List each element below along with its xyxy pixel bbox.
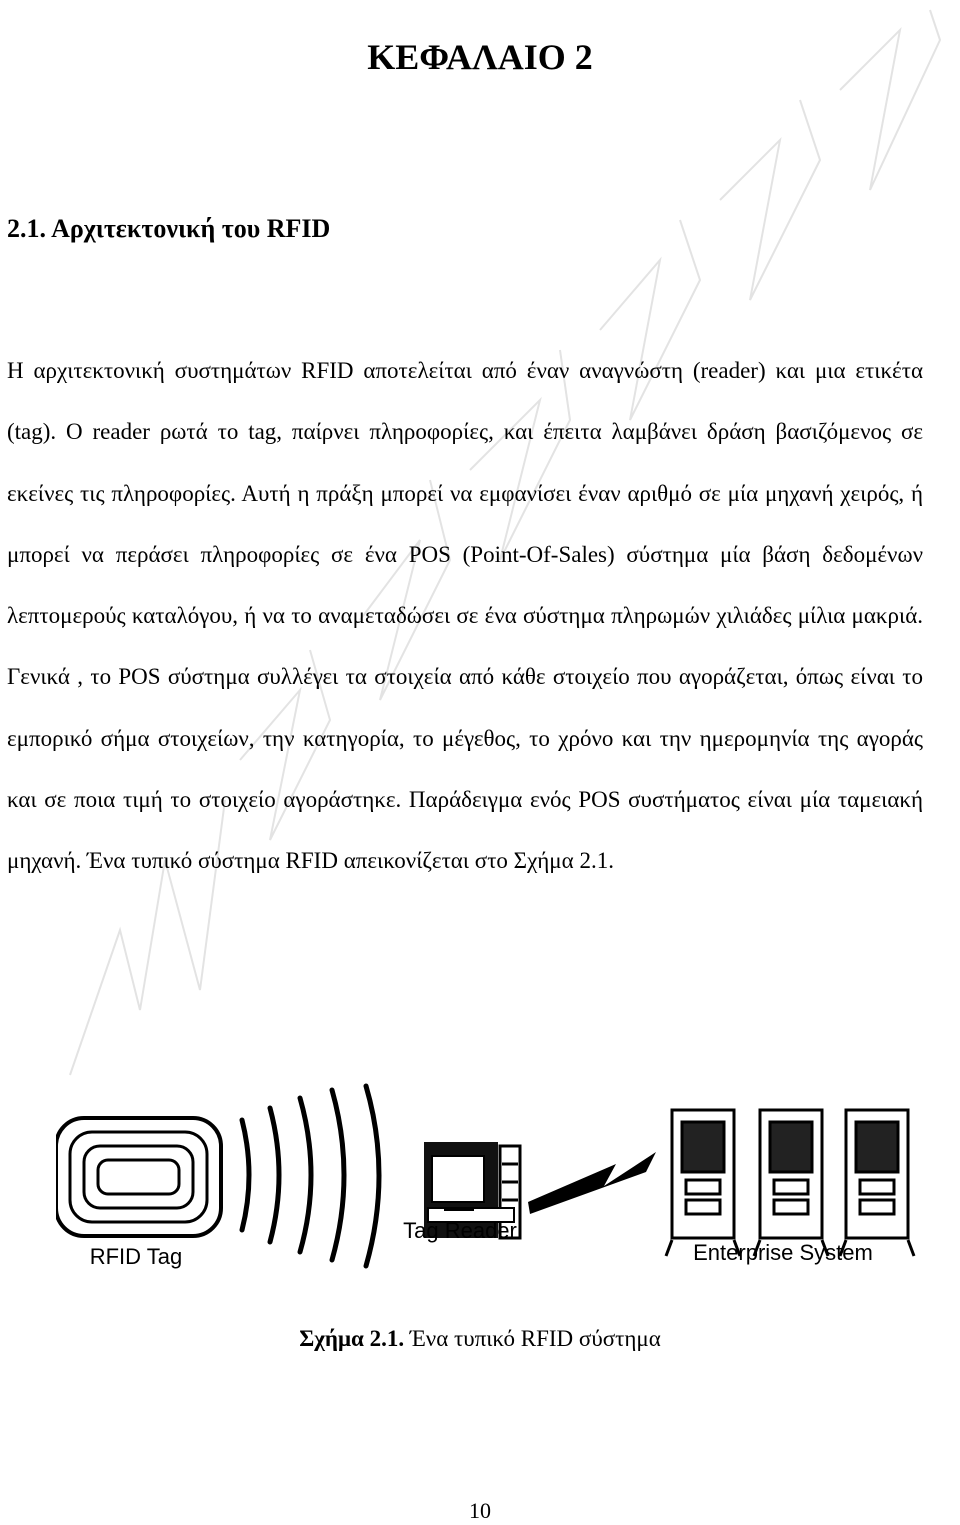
enterprise-system-label: Enterprise System [693,1240,873,1265]
chapter-title: ΚΕΦΑΛΑΙΟ 2 [367,37,593,77]
lightning-link-icon [528,1152,656,1214]
page-number: 10 [469,1498,491,1523]
server-tower-icon [666,1110,740,1256]
figure-caption-text: Ένα τυπικό RFID σύστημα [409,1326,661,1351]
tag-reader-label: Tag Reader [403,1218,517,1243]
body-text-block [7,340,923,892]
rfid-tag-icon [56,1118,221,1236]
body-paragraph: Η αρχιτεκτονική συστημάτων RFID αποτελείται από έναν αναγνώστη (reader) και μια ετικέτα (tag). O reader ρωτά το tag, παίρνει πληροφορίες, και έπειτα λαμβάνει δράση βασιζόμενος σε εκείνες τις πληροφορίες. Αυτή η πράξη μπορεί να εμφανίσει έναν αριθμό σε μία μηχανή χειρός, ή μπορεί να περάσει πληροφορίες σε ένα POS (Point-Of-Sales) σύστημα μία βάση δεδομένων λεπτομερούς καταλόγου, ή να το αναμεταδώσει σε ένα σύστημα πληρωμών χιλιάδες μίλια μακριά. Γενικά , το POS σύστημα συλλέγει τα στοιχεία από κάθε στοιχείο που αγοράζεται, όπως είναι το εμπορικό σήμα στοιχείων, την κατηγορία, το μέγεθος, το χρόνο και την ημερομηνία της αγοράς και σε ποια τιμή το στοιχείο αγοράστηκε. Παράδειγμα ενός POS συστήματος είναι μία ταμειακή μηχανή. Ένα τυπικό σύστημα RFID απεικονίζεται στο Σχήμα 2.1. [7,358,923,874]
server-tower-icon [840,1110,914,1256]
rfid-tag-label: RFID Tag [89,1244,183,1269]
server-tower-icon [754,1110,828,1256]
section-title: 2.1. Αρχιτεκτονική του RFID [7,214,331,243]
figure-caption-number: Σχήμα 2.1. [299,1326,405,1351]
figure-caption [0,1326,960,1352]
rfid-system-figure [56,1080,936,1285]
radio-waves-icon [242,1086,379,1266]
